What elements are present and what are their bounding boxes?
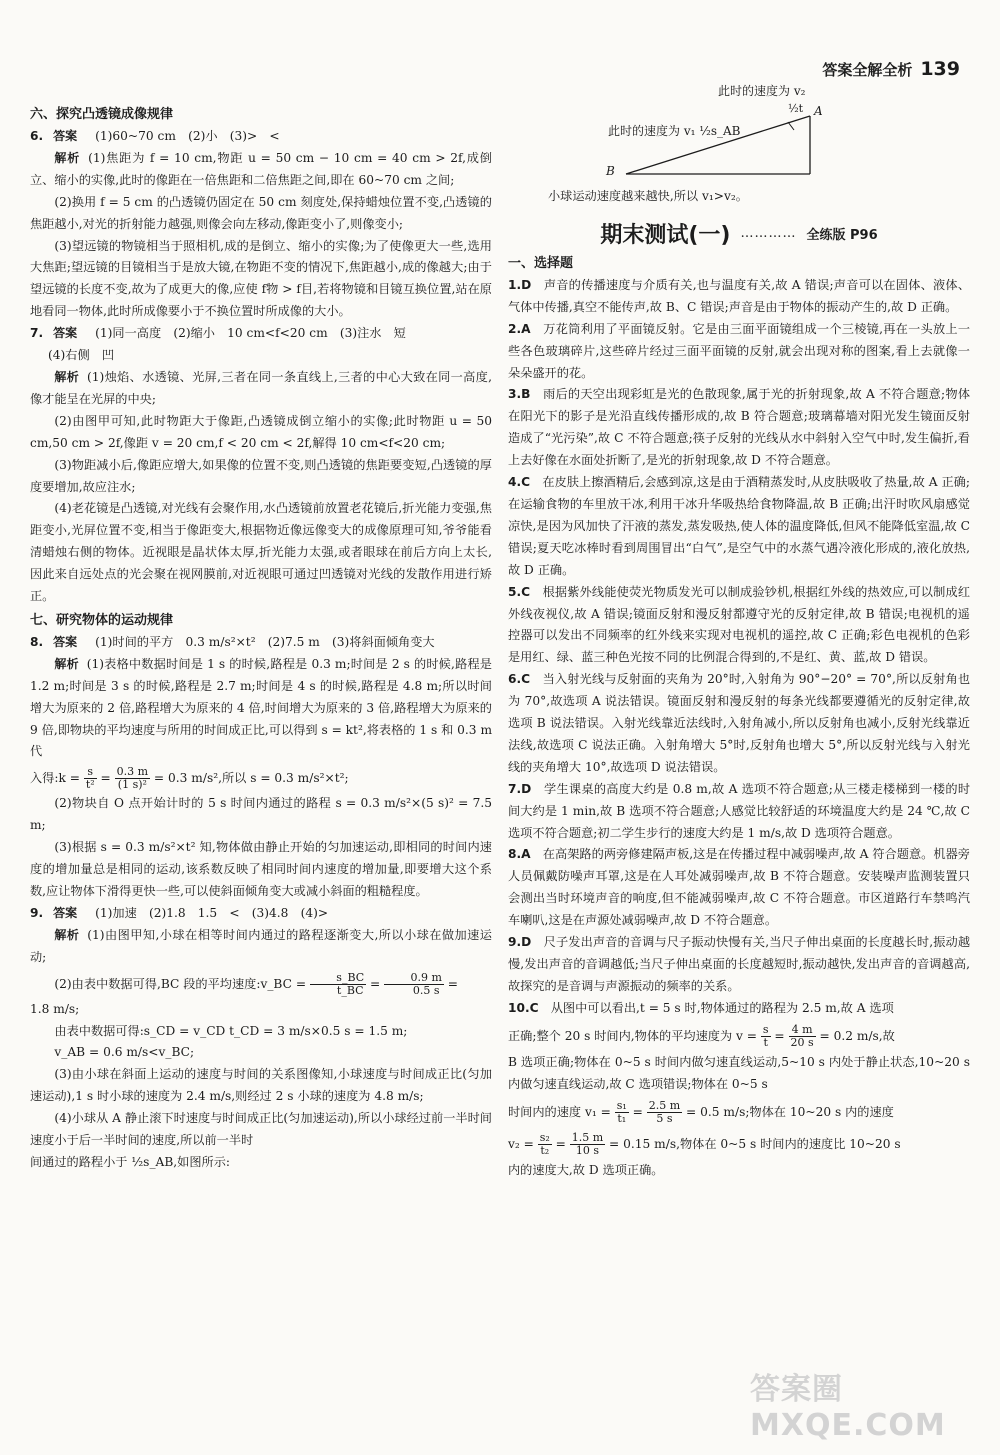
item-number: 1.D [508,277,532,292]
fraction-numerator: s_BC [310,972,366,985]
section-heading: 六、探究凸透镜成像规律 [30,107,174,122]
analysis-paragraph: (2)物块自 O 点开始计时的 5 s 时间内通过的路程 s = 0.3 m/s²×(5 s)² = 7.5 m; [30,796,492,833]
analysis-tag: 解析 [54,927,80,942]
answer-text: (1)60~70 cm (2)小 (3)> < [95,129,280,143]
answer-tag: 答案 [53,129,78,143]
answer-tag: 答案 [53,326,78,341]
fraction-denominator: 10 s [575,1143,600,1157]
velocity-label-v2: 此时的速度为 v₂ [718,84,806,98]
fraction-denominator: t₂ [540,1143,550,1157]
formula-text: = 0.15 m/s,物体在 0~5 s 时间内的速度比 10~20 s [605,1136,901,1151]
formula-text: = [366,976,385,991]
page-number: 139 [920,58,960,80]
fraction-denominator: 0.5 s [412,983,440,997]
fraction-denominator: 5 s [656,1111,673,1125]
question-number: 7. [30,326,44,341]
item-text: 从图中可以看出,t = 5 s 时,物体通过的路程为 2.5 m,故 A 选项 [550,1000,894,1015]
list-item [508,932,970,998]
item-number: 9.D [508,935,532,950]
item-text: 雨后的天空出现彩虹是光的色散现象,属于光的折射现象,故 A 不符合题意;物体在阳光下的影子是光沿直线传播形成的,故 B 符合题意;玻璃幕墙对阳光发生镜面反射造成了“光污染”,故 C 不符合题意;筷子反射的光线从水中斜射入空气中时,发生偏折,看上去好像在水面处折断了,是光的折射现象,故 D 不符合题意。 [508,387,971,468]
analysis-paragraph [30,654,492,764]
fraction [538,1132,552,1157]
time-label: ½t [788,102,804,115]
fraction-numerator: s₁ [616,1098,627,1112]
left-column [30,104,492,1174]
item-number: 6.C [508,672,531,687]
fraction [84,766,97,791]
right-column [508,82,970,1181]
formula-text: 入得:k = [30,771,84,786]
fraction-numerator: 0.9 m [384,972,444,985]
question-number: 9. [30,905,44,920]
analysis-paragraph: (3)根据 s = 0.3 m/s²×t² 知,物体做由静止开始的匀加速运动,即相同的时间内速度的增加量总是相同的运动,该系数反映了相同时间内速度的增加量,即要增大这个系数,应让物体下滑得更快一些,可以使斜面倾角变大或减小斜面的粗糙程度。 [30,840,492,898]
list-item [508,669,970,779]
formula-text: = 0.5 m/s;物体在 10~20 s 内的速度 [682,1104,894,1119]
formula-text: (2)由表中数据可得,BC 段的平均速度:v_BC = [54,976,310,991]
section-heading: 七、研究物体的运动规律 [30,612,174,628]
watermark-text: 答案圈 MXQE.COM [750,1372,946,1443]
analysis-text: v_AB = 0.6 m/s<v_BC; [54,1045,195,1060]
item-number: 3.B [508,387,531,402]
watermark-logo [750,1365,960,1445]
analysis-tag: 解析 [54,150,81,165]
exam-title-bar [508,218,970,249]
item-text: 当入射光线与反射面的夹角为 20°时,入射角为 90°−20° = 70°,所以反射角也为 70°,故选项 A 说法错误。镜面反射和漫反射的每条光线都要遵循光的反射定律,故选项 B 说法错误。入射光线靠近法线时,入射角减小,所以反射角也减小,反射光线靠近法线,故选项 C 说法正确。入射角增大 5°时,反射角也增大 5°,所以反射光线与入射光线的夹角增大 10°,故选项 D 说法错误。 [508,672,971,774]
list-item [508,582,970,670]
fraction [115,766,150,791]
answer-line [30,126,492,148]
list-item [508,319,970,385]
item-number: 4.C [508,475,531,490]
analysis-paragraph: (3)望远镜的物镜相当于照相机,成的是倒立、缩小的实像;为了使像更大一些,选用大焦距;望远镜的目镜相当于是放大镜,在物距不变的情况下,焦距越小,成的像越大;由于望远镜的长度不变,故为了成更大的像,应使 f物 > f目,若将物镜和目镜互换位置,站在原地看同一物体,此时所成像要小于不换位置时所成像的大小。 [30,238,492,319]
answer-text: (1)同一高度 (2)缩小 10 cm<f<20 cm (3)注水 短 [95,326,406,341]
answer-line [30,323,492,345]
answer-tag: 答案 [53,905,78,920]
header-title: 答案全解全析 [822,61,913,79]
answer-line [30,632,492,654]
fraction-numerator: 0.3 m [116,765,149,779]
item-number: 8.A [508,847,531,862]
page-header [822,58,960,80]
analysis-text: (1)烛焰、水透镜、光屏,三者在同一条直线上,三者的中心大致在同一高度,像才能呈在光屏的中央; [30,369,492,406]
fraction [615,1100,629,1125]
analysis-paragraph [30,925,492,969]
fraction-numerator: 1.5 m [571,1130,604,1144]
item-text: 根据紫外线能使荧光物质发光可以制成验钞机,根据红外线的热效应,可以制成红外线夜视仪,故 A 错误;镜面反射和漫反射都遵守光的反射定律,故 B 错误;电视机的遥控器可以发出不同频率的红外线来实现对电视机的遥控,故 C 正确;彩色电视机的色彩是用红、绿、蓝三种色光按不同的比例混合得到的,不是红、黄、蓝,故 D 错误。 [508,584,971,665]
analysis-text: 1.8 m/s; [30,1001,80,1016]
analysis-paragraph: (4)小球从 A 静止滚下时速度与时间成正比(匀加速运动),所以小球经过前一半时间速度小于后一半时间的速度,所以前一半时 [30,1111,492,1148]
item-text: 在皮肤上擦酒精后,会感到凉,这是由于酒精蒸发时,从皮肤吸收了热量,故 A 正确;在运输食物的车里放干冰,利用干冰升华吸热给食物降温,故 B 正确;出汗时吹风扇感觉凉快,是因为风加快了汗液的蒸发,蒸发吸热,使人体的温度降低,但风不能降低室温,故 C 错误;夏天吃冰棒时看到周围冒出“白气”,是空气中的水蒸气遇冷液化形成的,液化放热,故 D 正确。 [508,475,971,577]
formula-line: 时间内的速度 v₁ = $\frac{\text{s₁}}{\text{t₁}}$ = $\frac{2.5 m}{5 s}$ = 0.5 m/s;物体在 10~20 s 内的速度 [508,1098,894,1125]
fraction-denominator: t₁ [617,1111,627,1125]
analysis-text: 由表中数据可得:s_CD = v_CD t_CD = 3 m/s×0.5 s = 1.5 m; [54,1023,408,1038]
fraction-numerator: s [84,766,97,779]
fraction-numerator: s₂ [539,1130,550,1144]
formula-text: = 0.2 m/s,故 [815,1028,895,1043]
choice-answers [508,275,970,998]
answer-text: (1)加速 (2)1.8 1.5 < (3)4.8 (4)> [95,905,329,920]
formula-text: 正确;整个 20 s 时间内,物体的平均速度为 v = [508,1028,761,1043]
fraction-denominator: (1 s)² [117,778,147,792]
fraction-denominator: 20 s [790,1035,814,1049]
item-text: 声音的传播速度与介质有关,也与温度有关,故 A 错误;声音可以在固体、液体、气体中传播,真空不能传声,故 B、C 错误;声音是由于物体的振动产生的,故 D 正确。 [508,277,971,314]
item-text: 尺子发出声音的音调与尺子振动快慢有关,当尺子伸出桌面的长度越长时,振动越慢,发出声音的音调越低;当尺子伸出桌面的长度越短时,振动越快,发出声音的音调越高,故探究的是音调与声源振动的频率的关系。 [508,935,971,993]
fraction [647,1100,682,1125]
analysis-paragraph: (2)由图甲可知,此时物距大于像距,凸透镜成倒立缩小的实像;此时物距 u = 50 cm,50 cm > 2f,像距 v = 20 cm,f < 20 cm < 2f,解得 10 cm<f<20 cm; [30,413,492,450]
item-number: 2.A [508,321,531,336]
list-item [508,998,970,1020]
analysis-tag: 解析 [54,656,79,671]
list-item [508,472,970,582]
list-item [508,275,970,319]
item-number: 5.C [508,584,531,599]
question-number: 6. [30,129,44,143]
fraction-numerator: 2.5 m [648,1098,681,1112]
point-b-label: B [606,164,615,178]
formula-text: = [443,976,459,991]
fraction-denominator: t² [85,778,95,792]
exam-title: 期末测试(一) [600,222,731,248]
list-item [508,384,970,472]
analysis-text: 间通过的路程小于 ½s_AB,如图所示: [30,1154,231,1169]
fraction-numerator: s [762,1022,769,1036]
analysis-paragraph: (3)由小球在斜面上运动的速度与时间的关系图像知,小球速度与时间成正比(匀加速运动),1 s 时小球的速度为 2.4 m/s,则经过 2 s 小球的速度为 4.8 m/s; [30,1067,492,1104]
formula-line: 正确;整个 20 s 时间内,物体的平均速度为 v = $\frac{s}{t}$ = $\frac{4 m}{20 s}$ = 0.2 m/s,故 [508,1022,895,1049]
item-text: 万花筒利用了平面镜反射。它是由三面平面镜组成一个三棱镜,再在一头放上一些各色玻璃碎片,这些碎片经过三面平面镜的反射,就会出现对称的图案,看上去就像一朵朵盛开的花。 [508,321,971,380]
list-item [508,779,970,845]
analysis-text: (1)焦距为 f = 10 cm,物距 u = 50 cm − 10 cm = 40 cm > 2f,成倒立、缩小的实像,此时的像距在一倍焦距和二倍焦距之间,即在 60~70 cm 之间; [30,150,492,187]
formula-line [30,763,492,793]
answer-text: (1)时间的平方 0.3 m/s²×t² (2)7.5 m (3)将斜面倾角变大 [95,634,435,649]
incline-diagram [598,82,970,186]
item-text: B 选项正确;物体在 0~5 s 时间内做匀速直线运动,5~10 s 内处于静止状态,10~20 s 内做匀速直线运动,故 C 选项错误;物体在 0~5 s [508,1054,970,1091]
item-number: 7.D [508,781,532,796]
fraction-numerator: 4 m [789,1024,816,1037]
formula-text: v₂ = [508,1136,538,1151]
item-text: 内的速度大,故 D 选项正确。 [508,1162,664,1177]
analysis-tag: 解析 [54,369,80,384]
midpoint-marker [788,122,794,130]
analysis-paragraph: (3)物距减小后,像距应增大,如果像的位置不变,则凸透镜的焦距要变短,凸透镜的厚度要增加,故应注水; [30,457,492,494]
section-heading: 一、选择题 [508,255,574,271]
analysis-text: (1)表格中数据时间是 1 s 的时候,路程是 0.3 m;时间是 2 s 的时候,路程是 1.2 m;时间是 3 s 的时候,路程是 2.7 m;时间是 4 s 的时候,路程是 4.8 m;所以时间增大为原来的 2 倍,路程增大为原来的 4 倍,时间增大为原来的 3 倍,路程增大为原来的 9 倍,即物块的平均速度与所用的时间成正比,可以得到 s = kt²,将表格的 1 s 和 0.3 m 代 [30,656,492,759]
leader-dots: ………… [740,225,797,241]
analysis-paragraph [30,148,492,192]
fraction-denominator: t_BC [336,983,364,997]
answer-text-continued: (4)右侧 凹 [48,348,115,363]
formula-text: = 0.3 m/s²,所以 s = 0.3 m/s²×t²; [150,771,349,786]
point-a-label: A [814,104,823,118]
velocity-label-v1: 此时的速度为 v₁ ½s_AB [608,124,741,138]
fraction [384,972,444,997]
formula-line [30,969,492,999]
analysis-paragraph [30,367,492,411]
answer-line [30,903,492,925]
fraction [310,972,366,997]
question-number: 8. [30,634,44,649]
formula-line: v₂ = $\frac{\text{s₂}}{\text{t₂}}$ = $\frac{1.5 m}{10 s}$ = 0.15 m/s,物体在 0~5 s 时间内的速度比 10~20 s [508,1130,901,1157]
item-text: 学生课桌的高度大约是 0.8 m,故 A 选项不符合题意;从三楼走楼梯到一楼的时间大约是 1 min,故 B 选项不符合题意;人感觉比较舒适的环境温度大约是 24 ℃,故 C 选项不符合题意;初二学生步行的速度大约是 1 m/s,故 D 选项符合题意。 [508,781,971,840]
diagram-caption: 小球运动速度越来越快,所以 v₁>v₂。 [548,189,748,203]
fraction [789,1024,816,1049]
item-number: 10.C [508,1000,539,1015]
formula-text: = [96,771,115,786]
formula-text: 时间内的速度 v₁ = [508,1104,615,1119]
list-item [508,844,970,932]
exam-reference: 全练版 P96 [806,227,878,243]
answer-tag: 答案 [53,634,78,649]
fraction [761,1024,771,1049]
analysis-text: (1)由图甲知,小球在相等时间内通过的路程逐渐变大,所以小球在做加速运动; [30,927,492,964]
item-text: 在高架路的两旁修建隔声板,这是在传播过程中减弱噪声,故 A 符合题意。机器旁人员佩戴防噪声耳罩,这是在人耳处减弱噪声,故 B 不符合题意。安装噪声监测装置只会测出当时环境声音的响度,但不能减弱噪声,故 C 不符合题意。市区道路行车禁鸣汽车喇叭,这是在声源处减弱噪声,故 D 不符合题意。 [508,847,970,928]
analysis-paragraph: (2)换用 f = 5 cm 的凸透镜仍固定在 50 cm 刻度处,保持蜡烛位置不变,凸透镜的焦距越小,对光的折射能力越强,则像会向左移动,像距变小了,则像变小; [30,194,492,231]
fraction [570,1132,605,1157]
fraction-denominator: t [763,1035,768,1049]
analysis-paragraph: (4)老花镜是凸透镜,对光线有会聚作用,水凸透镜前放置老花镜后,折光能力变强,焦距变小,光屏位置不变,相当于像距变大,根据物近像远像变大的成像原理可知,爷爷能看清蜡烛右侧的物体。近视眼是晶状体太厚,折光能力太强,或者眼球在前后方向上太长,因此来自远处点的光会聚在视网膜前,对近视眼可通过凹透镜对光线的发散作用进行矫正。 [30,501,492,604]
